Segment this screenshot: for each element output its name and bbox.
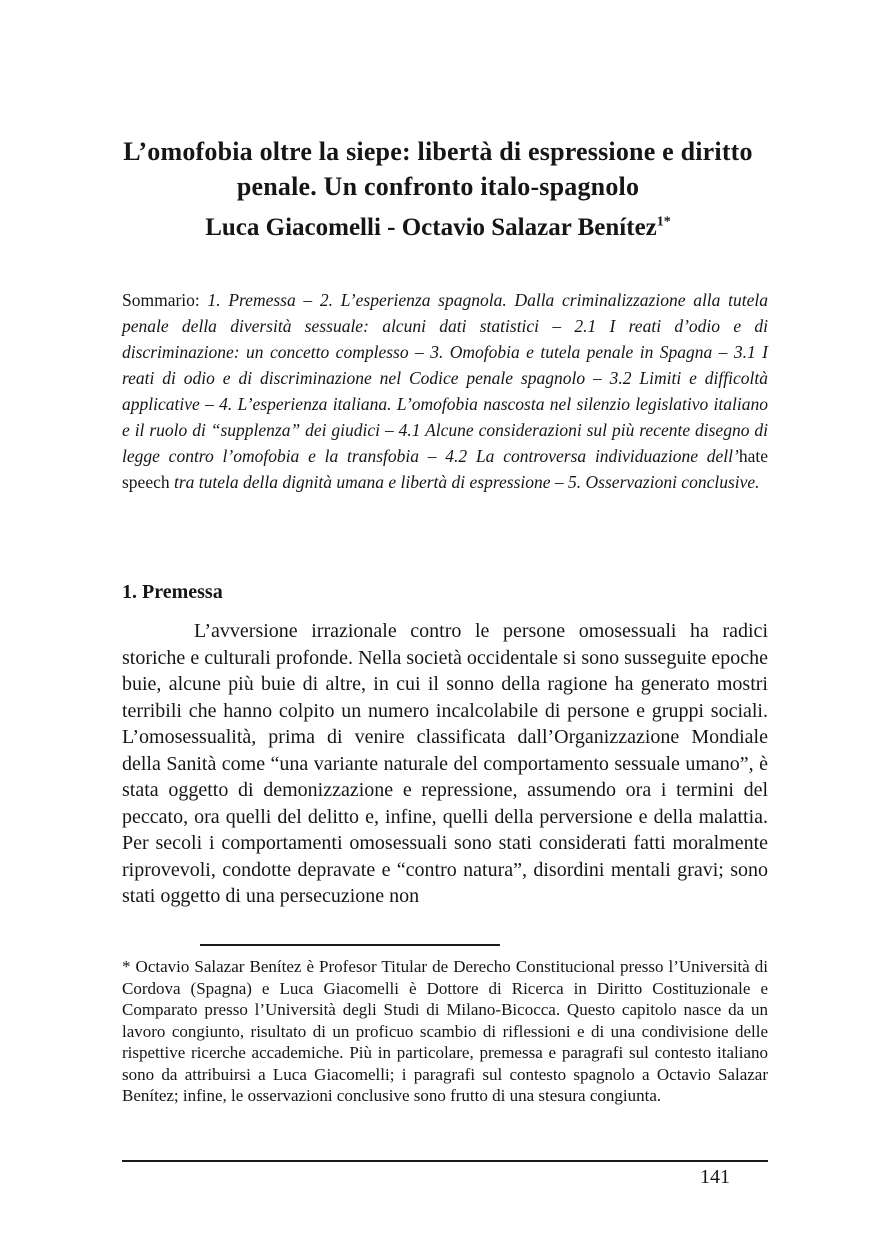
footnote-separator [200, 944, 500, 946]
authors-line [88, 213, 788, 243]
footnote-marker: * [122, 957, 131, 976]
body-paragraph: L’avversione irrazionale contro le persone omosessuali ha radici storiche e culturali profonde. Nella società occidentale si sono susseguite epoche buie, alcune più buie di altre, in cui il sonno della ragione ha generato mostri terribili che hanno colpito un numero incalcolabile di persone e gruppi sociali. L’omosessualità, prima di venire classificata dall’Organizzazione Mondiale della Sanità come “una variante naturale del comportamento sessuale umano”, è stata oggetto di demonizzazione e repressione, assumendo ora i termini del peccato, ora quelli del delitto e, infine, quelli della perversione e della malattia. Per secoli i comportamenti omosessuali sono stati considerati fatti moralmente riprovevoli, condotte depravate e “contro natura”, disordini mentali gravi; sono stati oggetto di una persecuzione non [122, 620, 768, 907]
page-title: L’omofobia oltre la siepe: libertà di espressione e diritto penale. Un confronto italo-spagnolo [123, 137, 753, 202]
authors-names: Luca Giacomelli - Octavio Salazar Benítez [205, 214, 657, 241]
page-number: 141 [700, 1166, 730, 1188]
summary-text-part1: 1. Premessa – 2. L’esperienza spagnola. Dalla criminalizzazione alla tutela penale della diversità sessuale: alcuni dati statistici – 2.1 I reati d’odio e di discriminazione: un concetto complesso – 3. Omofobia e tutela penale in Spagna – 3.1 I reati di odio e di discriminazione nel Codice penale spagnolo – 3.2 Limiti e difficoltà applicative – 4. L’esperienza italiana. L’omofobia nascosta nel silenzio legislativo italiano e il ruolo di “supplenza” dei giudici – 4.1 Alcune considerazioni sul più recente disegno di legge contro l’omofobia e la transfobia – 4.2 La controversa individuazione dell’ [122, 290, 768, 466]
section-heading: 1. Premessa [122, 581, 223, 603]
summary-paragraph [122, 287, 768, 495]
footnote [122, 956, 768, 1107]
hate-speech-term: hate speech [122, 446, 768, 492]
page-bottom-rule [122, 1160, 768, 1162]
authors-footnote-mark: 1* [656, 214, 671, 230]
summary-label: Sommario: [122, 290, 200, 310]
footnote-text: Octavio Salazar Benítez è Profesor Titular de Derecho Constitucional presso l’Università di Cordova (Spagna) e Luca Giacomelli è Dottore di Ricerca in Diritto Costituzionale e Comparato presso l’Università degli Studi di Milano-Bicocca. Questo capitolo nasce da un lavoro congiunto, risultato di un proficuo scambio di riflessioni e di una condivisione delle rispettive ricerche accademiche. Più in particolare, premessa e paragrafi sul contesto italiano sono da attribuirsi a Luca Giacomelli; i paragrafi sul contesto spagnolo a Octavio Salazar Benítez; infine, le osservazioni conclusive sono frutto di una stesura congiunta. [122, 957, 768, 1105]
summary-text-part2: tra tutela della dignità umana e libertà di espressione – 5. Osservazioni conclusive. [169, 472, 760, 492]
